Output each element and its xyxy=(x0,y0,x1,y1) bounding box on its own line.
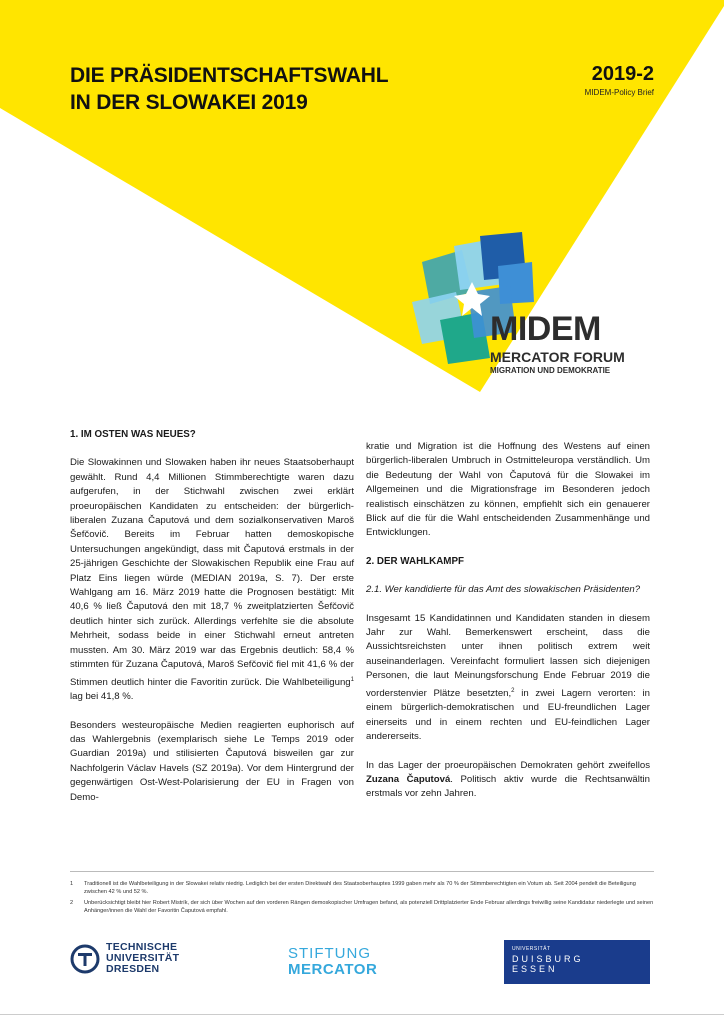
section-heading-2: 2. DER WAHLKAMPF xyxy=(366,555,464,567)
bottom-divider xyxy=(0,1014,724,1015)
issue-block xyxy=(585,62,654,97)
partner-logos xyxy=(0,930,724,1000)
ude-line-1: UNIVERSITÄT xyxy=(512,946,551,952)
stiftung-line-2: MERCATOR xyxy=(288,961,378,978)
candidate-name-bold: Zuzana Čaputová xyxy=(366,773,451,785)
footnote-text: Traditionell ist die Wahlbeteiligung in der Slowakei relativ niedrig. Lediglich bei der ersten Direktwahl des Staatsoberhauptes 1999 gaben mehr als 70 % der Stimmberechtigten ein Votum ab. Seit 2004 pendelt die Beteiligung zwischen 42 % und 52 %. xyxy=(84,881,636,895)
paragraph-3: kratie und Migration ist die Hoffnung des Westens auf einen bürgerlich-liberalen Umbruch in Ostmitteleuropa verständlich. Um die Bedeutung der Wahl von Čaputová für die Slowakei im Allgemeinen und die Migrationsfrage im Besonderen jedoch realistisch einschätzen zu können, empfiehlt sich ein genauerer Blick auf die für die Wahl entscheidenden Zusammenhänge und Entwicklungen. xyxy=(366,441,650,539)
footnote-item xyxy=(70,899,654,915)
ude-line-2: DUISBURG xyxy=(512,954,584,964)
issue-subtitle: MIDEM-Policy Brief xyxy=(584,88,654,97)
tu-dresden-emblem-icon xyxy=(70,944,100,974)
paragraph-5-text-b: . Politisch aktiv wurde die Rechtsanwältin erstmals vor zehn Jahren. xyxy=(366,773,650,800)
right-column xyxy=(366,440,650,816)
footnotes xyxy=(70,880,654,918)
tu-dresden-name xyxy=(106,942,179,975)
paragraph-4-text-b: in zwei Lagern verorten: in einem bürgerlich-demokratischen und EU-freundlichen Lager einerseits und in einem rechten und EU-feindlichen Lager andererseits. xyxy=(366,687,650,743)
footnote-ref-1[interactable]: 1 xyxy=(350,676,354,683)
page-title xyxy=(70,62,510,116)
midem-wordmark: MIDEM xyxy=(490,310,601,348)
footnote-text: Unberücksichtigt bleibt hier Robert Mistrík, der sich über Wochen auf den vorderen Rängen demoskopischer Umfragen befand, als potenziell Drittplatzierter Ende Februar allerdings freiwillig seine Kandidatur niederlegte und seinen Anhänger/innen die Wahl der Favoritin Čaputová empfahl. xyxy=(84,900,654,914)
footnote-number: 2 xyxy=(70,900,74,906)
issue-number: 2019-2 xyxy=(591,63,654,85)
stiftung-mercator-logo xyxy=(288,946,377,978)
stiftung-line-1: STIFTUNG xyxy=(288,945,371,962)
tu-dresden-logo xyxy=(70,942,179,975)
paragraph-1-end: lag bei 41,8 %. xyxy=(70,691,134,703)
tud-line-1: TECHNISCHE xyxy=(106,941,178,953)
subsection-heading-2-1: 2.1. Wer kandidierte für das Amt des slowakischen Präsidenten? xyxy=(366,584,641,596)
title-line-1: DIE PRÄSIDENTSCHAFTSWAHL xyxy=(70,64,389,87)
paragraph-1 xyxy=(70,456,354,704)
footnote-item xyxy=(70,880,654,896)
tud-line-3: DRESDEN xyxy=(106,963,160,975)
tud-line-2: UNIVERSITÄT xyxy=(106,952,180,964)
title-line-2: IN DER SLOWAKEI 2019 xyxy=(70,91,308,114)
left-column xyxy=(70,428,354,819)
midem-forum-label: MERCATOR FORUM xyxy=(490,349,625,365)
paragraph-5 xyxy=(366,759,650,802)
section-heading-1: 1. IM OSTEN WAS NEUES? xyxy=(70,429,196,440)
footnote-number: 1 xyxy=(70,881,74,887)
paragraph-5-text-a: In das Lager der proeuropäischen Demokraten gehört zweifellos xyxy=(366,759,650,771)
footnote-divider xyxy=(70,871,654,872)
footnote-ref-2[interactable]: 2 xyxy=(511,687,515,694)
ude-line-3: ESSEN xyxy=(512,964,558,974)
paragraph-2: Besonders westeuropäische Medien reagierten euphorisch auf das Wahlergebnis (exemplarisch siehe Le Temps 2019 oder Guardian 2019a) und stilisierten Čaputová bisweilen gar zur Nachfolgerin Václav Havels (SZ 2019a). Vor dem Hintergrund der gegenwärtigen Ost-West-Polarisierung der EU in Fragen von Demo- xyxy=(70,719,354,803)
paragraph-4-text-a: Insgesamt 15 Kandidatinnen und Kandidaten standen in diesem Jahr zur Wahl. Bemerkenswert erscheint, dass die Aussichtsreichsten unter ihnen politisch extrem weit auseinanderlagen. Vereinfacht formuliert lassen sich diejenigen Personen, die laut Meinungsforschung Ende Februar 2019 die vorderstenvier Plätze besetzten, xyxy=(366,612,650,699)
midem-tagline: MIGRATION UND DEMOKRATIE xyxy=(490,366,611,375)
uni-duisburg-essen-logo xyxy=(504,940,650,984)
paragraph-1-text: Die Slowakinnen und Slowaken haben ihr neues Staatsoberhaupt gewählt. Rund 4,4 Millionen Stimmberechtigte waren dazu aufgerufen, in der Stichwahl zwischen zwei erklärt proeuropäischen Kandidaten zu entscheiden: der bürgerlich-liberalen Zuzana Čaputová und dem sozialkonservativen Maroš Šefčovič. Bereits im Februar hatten demoskopische Untersuchungen angekündigt, dass mit Čaputová erstmals in der 25-jährigen Geschichte der Slowakischen Republik eine Frau auf Platz Eins liegen würde (MEDIAN 2019a, S. 7). Der erste Wahlgang am 16. März 2019 hatte die Prognosen bestätigt: Mit 40,6 % ließ Čaputová den mit 18,7 % zweitplatzierten Šefčovič deutlich hinter sich zurück. Allerdings verfehlte sie die absolute Mehrheit, sodass beide in einer Stichwahl erneut antreten mussten. Am 30. März 2019 war das Ergebnis deutlich: 58,4 % stimmten für Zuzana Čaputová, Maroš Sefčovič fiel mit 41,6 % der Stimmen deutlich hinter die Favoritin zurück. Die Wahlbeteiligung xyxy=(70,457,354,688)
paragraph-4 xyxy=(366,612,650,745)
